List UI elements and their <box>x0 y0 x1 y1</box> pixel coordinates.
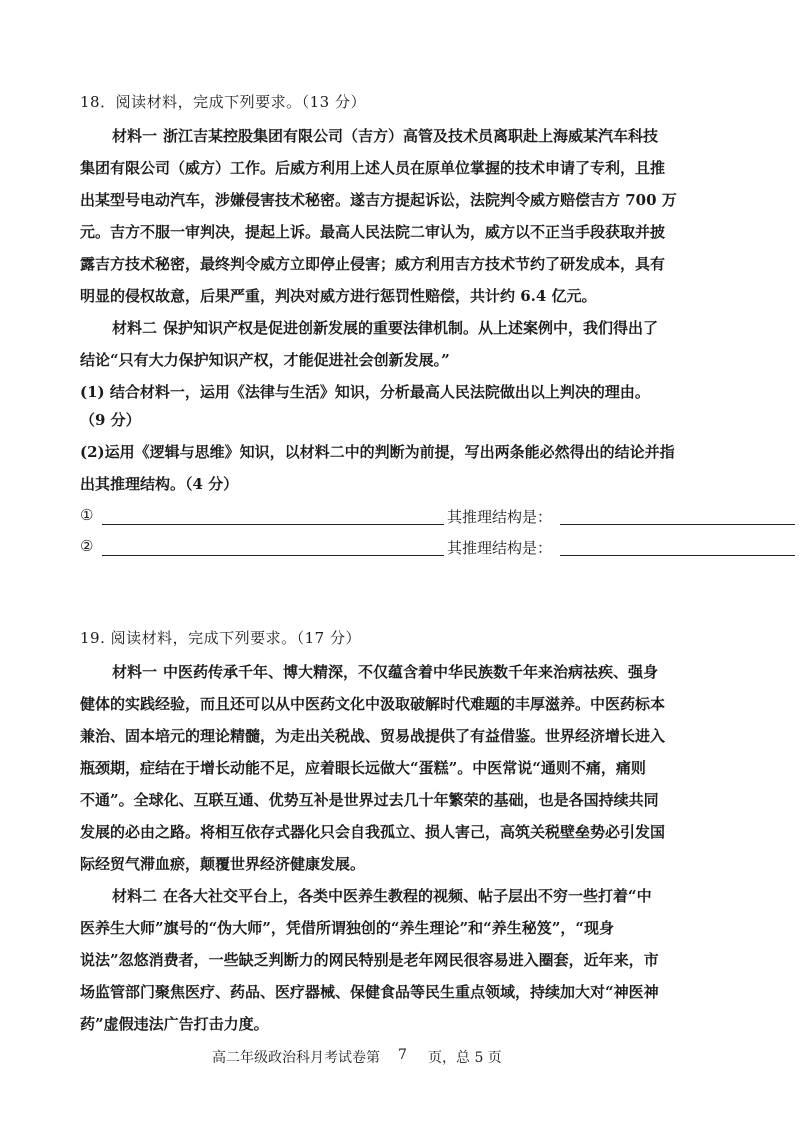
answer-blank-2b[interactable] <box>560 555 795 556</box>
q19-material2-line4: 场监管部门聚焦医疗、药品、医疗器械、保健食品等民生重点领域，持续加大对“神医神 <box>80 983 659 1001</box>
q19-material1-line7: 际经贸气滞血瘀，颠覆世界经济健康发展。 <box>80 855 366 873</box>
q19-material1-line3: 兼治、固本培元的理论精髓，为走出关税战、贸易战提供了有益借鉴。世界经济增长进入 <box>80 727 666 745</box>
circled-two-marker: ② <box>80 537 94 555</box>
q18-material1-line4: 元。吉方不服一审判决，提起上诉。最高人民法院二审认为，威方以不正当手段获取并披 <box>80 223 666 241</box>
circled-one-marker: ① <box>80 506 94 524</box>
q18-part1-line1: (1) 结合材料一，运用《法律与生活》知识，分析最高人民法院做出以上判决的理由。 <box>80 383 650 401</box>
q18-heading: 18．阅读材料，完成下列要求。（13 分） <box>80 93 366 111</box>
q18-material1-line2: 集团有限公司（威方）工作。后威方利用上述人员在原单位掌握的技术申请了专利，且推 <box>80 159 666 177</box>
q19-material2-tag: 材料二 <box>112 887 158 905</box>
q18-material2-line2: 结论“只有大力保护知识产权，才能促进社会创新发展。” <box>80 351 450 369</box>
q18-answer-row-2 <box>80 537 725 559</box>
q19-material2-line3: 说法”忽悠消费者，一些缺乏判断力的网民特别是老年网民很容易进入圈套，近年来，市 <box>80 951 659 969</box>
q18-part2-line1: (2)运用《逻辑与思维》知识，以材料二中的判断为前提，写出两条能必然得出的结论并指 <box>80 443 675 461</box>
q19-material1-line1 <box>112 662 725 682</box>
q18-material2-line1 <box>112 318 725 338</box>
answer-row-2-label: 其推理结构是： <box>447 539 553 557</box>
q18-part1-line2: （9 分） <box>80 411 141 429</box>
q18-material1-line5: 露吉方技术秘密，最终判令威方立即停止侵害；威方利用吉方技术节约了研发成本，具有 <box>80 255 666 273</box>
q18-part2-line2: 出其推理结构。（4 分） <box>80 475 239 493</box>
footer-page-number: 7 <box>398 1047 407 1063</box>
q18-material2-tag: 材料二 <box>112 319 158 337</box>
q18-material2-text: 保护知识产权是促进创新发展的重要法律机制。从上述案例中，我们得出了 <box>163 319 659 337</box>
q18-material1-text: 浙江吉某控股集团有限公司（吉方）高管及技术员离职赴上海威某汽车科技 <box>163 127 659 145</box>
q19-material1-line6: 发展的必由之路。将相互依存式器化只会自我孤立、损人害己，高筑关税壁垒势必引发国 <box>80 823 666 841</box>
q19-material2-line5: 药”虚假违法广告打击力度。 <box>80 1015 269 1033</box>
answer-blank-1a[interactable] <box>102 524 444 525</box>
q18-answer-row-1 <box>80 506 725 528</box>
q18-material1-line3: 出某型号电动汽车，涉嫌侵害技术秘密。遂吉方提起诉讼，法院判令威方赔偿吉方 700 万 <box>80 191 677 209</box>
q18-material1-tag: 材料一 <box>112 127 158 145</box>
answer-blank-2a[interactable] <box>102 555 444 556</box>
q19-material2-line1 <box>112 886 725 906</box>
q19-material1-line2: 健体的实践经验，而且还可以从中医药文化中汲取破解时代难题的丰厚滋养。中医药标本 <box>80 695 666 713</box>
answer-blank-1b[interactable] <box>560 524 795 525</box>
q19-heading: 19. 阅读材料，完成下列要求。（17 分） <box>80 629 361 647</box>
footer-suffix: 页，总 5 页 <box>428 1050 502 1066</box>
q19-material1-tag: 材料一 <box>112 663 158 681</box>
q19-material1-line4: 瓶颈期，症结在于增长动能不足，应着眼长远做大“蛋糕”。中医常说“通则不痛，痛则 <box>80 759 646 777</box>
q18-material1-line1 <box>112 126 725 146</box>
q19-material2-text: 在各大社交平台上，各类中医养生教程的视频、帖子层出不穷一些打着“中 <box>163 887 652 905</box>
q19-material1-text: 中医药传承千年、博大精深，不仅蕴含着中华民族数千年来治病祛疾、强身 <box>163 663 659 681</box>
footer-prefix: 高二年级政治科月考试卷第 <box>212 1050 380 1066</box>
answer-row-1-label: 其推理结构是： <box>447 508 553 526</box>
q19-material2-line2: 医养生大师”旗号的“伪大师”，凭借所谓独创的“养生理论”和“养生秘笈”，“现身 <box>80 919 615 937</box>
q18-material1-line6: 明显的侵权故意，后果严重，判决对威方进行惩罚性赔偿，共计约 6.4 亿元。 <box>80 287 597 305</box>
q19-material1-line5: 不通”。全球化、互联互通、优势互补是世界过去几十年繁荣的基础，也是各国持续共同 <box>80 791 659 809</box>
